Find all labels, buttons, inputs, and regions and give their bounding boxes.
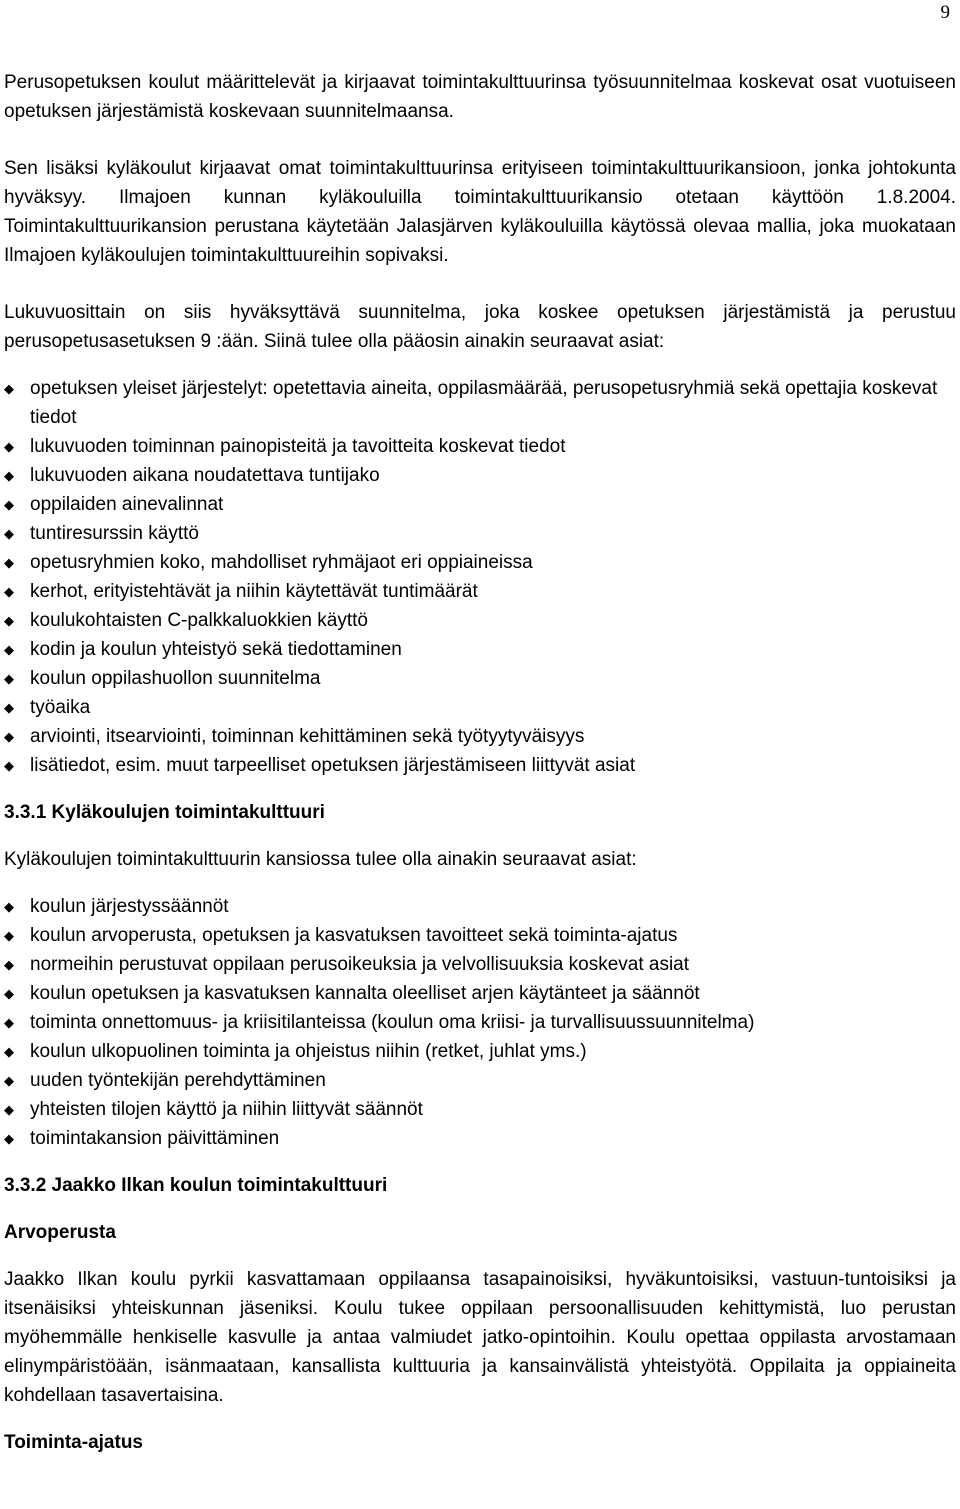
heading-toiminta-ajatus: Toiminta-ajatus [4, 1432, 143, 1453]
diamond-bullet-icon: ◆ [4, 957, 14, 972]
diamond-bullet-icon: ◆ [4, 1015, 14, 1030]
list-item-text: koulun opetuksen ja kasvatuksen kannalta oleelliset arjen käytänteet ja säännöt [30, 983, 700, 1004]
diamond-bullet-icon: ◆ [4, 1073, 14, 1088]
diamond-bullet-icon: ◆ [4, 555, 14, 570]
list-item [4, 751, 956, 780]
diamond-bullet-icon: ◆ [4, 1102, 14, 1117]
paragraph-lukuvuosittain: Lukuvuosittain on siis hyväksyttävä suunnitelma, joka koskee opetuksen järjestämistä ja perustuu perusopetusasetuksen 9 :ään. Siinä tulee olla pääosin ainakin seuraavat asiat: [4, 302, 956, 352]
diamond-bullet-icon: ◆ [4, 1131, 14, 1146]
diamond-bullet-icon: ◆ [4, 439, 14, 454]
diamond-bullet-icon: ◆ [4, 758, 14, 773]
list-item [4, 577, 956, 606]
list-item [4, 979, 956, 1008]
list-item [4, 693, 956, 722]
list-item-text: lukuvuoden toiminnan painopisteitä ja tavoitteita koskevat tiedot [30, 436, 566, 457]
plan-requirements-list [4, 374, 956, 780]
list-item [4, 664, 956, 693]
list-item-text: kerhot, erityistehtävät ja niihin käytettävät tuntimäärät [30, 581, 478, 602]
diamond-bullet-icon: ◆ [4, 729, 14, 744]
list-item [4, 1037, 956, 1066]
paragraph-kansio: Kyläkoulujen toimintakulttuurin kansiossa tulee olla ainakin seuraavat asiat: [4, 849, 637, 870]
list-item-text: lukuvuoden aikana noudatettava tuntijako [30, 465, 380, 486]
list-item [4, 432, 956, 461]
diamond-bullet-icon: ◆ [4, 642, 14, 657]
list-item-text: normeihin perustuvat oppilaan perusoikeuksia ja velvollisuuksia koskevat asiat [30, 954, 690, 975]
diamond-bullet-icon: ◆ [4, 613, 14, 628]
list-item [4, 635, 956, 664]
paragraph-arvoperusta: Jaakko Ilkan koulu pyrkii kasvattamaan oppilaansa tasapainoisiksi, hyväkuntoisiksi, vastuun-tuntoisiksi ja itsenäisiksi yhteiskunnan jäseniksi. Koulu tukee oppilaan persoonallisuuden kehittymistä, luo perustan myöhemmälle henkiselle kasvulle ja antaa valmiudet jatko-opintoihin. Koulu opettaa oppilasta arvostamaan elinympäristöään, isänmaataan, kansallista kulttuuria ja kansainvälistä yhteistyötä. Oppilaita ja oppiaineita kohdellaan tasavertaisina. [4, 1269, 956, 1406]
list-item-text: arviointi, itsearviointi, toiminnan kehittäminen sekä työtyytyväisyys [30, 726, 585, 747]
list-item [4, 374, 956, 432]
list-item-text: toimintakansion päivittäminen [30, 1128, 280, 1149]
diamond-bullet-icon: ◆ [4, 468, 14, 483]
list-item [4, 722, 956, 751]
list-item-text: opetuksen yleiset järjestelyt: opetettavia aineita, oppilasmäärää, perusopetusryhmiä sekä opettajia koskevat tiedot [30, 378, 938, 428]
list-item [4, 921, 956, 950]
list-item [4, 548, 956, 577]
document-body [4, 68, 956, 1457]
diamond-bullet-icon: ◆ [4, 497, 14, 512]
list-item-text: yhteisten tilojen käyttö ja niihin liittyvät säännöt [30, 1099, 423, 1120]
list-item-text: oppilaiden ainevalinnat [30, 494, 224, 515]
list-item-text: koulun arvoperusta, opetuksen ja kasvatuksen tavoitteet sekä toiminta-ajatus [30, 925, 678, 946]
diamond-bullet-icon: ◆ [4, 381, 14, 396]
list-item-text: koulun järjestyssäännöt [30, 896, 229, 917]
list-item [4, 1124, 956, 1153]
list-item-text: lisätiedot, esim. muut tarpeelliset opetuksen järjestämiseen liittyvät asiat [30, 755, 636, 776]
list-item [4, 461, 956, 490]
diamond-bullet-icon: ◆ [4, 928, 14, 943]
paragraph-intro: Perusopetuksen koulut määrittelevät ja kirjaavat toimintakulttuurinsa työsuunnitelmaa koskevat osat vuotuiseen opetuksen järjestämistä koskevaan suunnitelmaansa. [4, 72, 956, 122]
list-item-text: tuntiresurssin käyttö [30, 523, 199, 544]
heading-arvoperusta: Arvoperusta [4, 1222, 116, 1243]
list-item [4, 519, 956, 548]
diamond-bullet-icon: ◆ [4, 1044, 14, 1059]
list-item [4, 1066, 956, 1095]
diamond-bullet-icon: ◆ [4, 526, 14, 541]
heading-3-3-1: 3.3.1 Kyläkoulujen toimintakulttuuri [4, 802, 325, 823]
list-item [4, 950, 956, 979]
diamond-bullet-icon: ◆ [4, 986, 14, 1001]
paragraph-kylakoulut: Sen lisäksi kyläkoulut kirjaavat omat toimintakulttuurinsa erityiseen toimintakulttuurikansioon, jonka johtokunta hyväksyy. Ilmajoen kunnan kyläkouluilla toimintakulttuurikansio otetaan käyttöön 1.8.2004. Toimintakulttuurikansion perustana käytetään Jalasjärven kyläkouluilla käytössä olevaa mallia, joka muokataan Ilmajoen kyläkoulujen toimintakulttuureihin sopivaksi. [4, 158, 956, 266]
diamond-bullet-icon: ◆ [4, 899, 14, 914]
heading-3-3-2: 3.3.2 Jaakko Ilkan koulun toimintakulttuuri [4, 1175, 388, 1196]
folder-contents-list [4, 892, 956, 1153]
list-item-text: toiminta onnettomuus- ja kriisitilanteissa (koulun oma kriisi- ja turvallisuussuunnitelma) [30, 1012, 755, 1033]
diamond-bullet-icon: ◆ [4, 671, 14, 686]
list-item-text: koulun ulkopuolinen toiminta ja ohjeistus niihin (retket, juhlat yms.) [30, 1041, 587, 1062]
list-item-text: uuden työntekijän perehdyttäminen [30, 1070, 326, 1091]
list-item [4, 892, 956, 921]
list-item-text: koulukohtaisten C-palkkaluokkien käyttö [30, 610, 368, 631]
page-number: 9 [940, 2, 950, 23]
list-item-text: koulun oppilashuollon suunnitelma [30, 668, 321, 689]
list-item [4, 490, 956, 519]
list-item [4, 1008, 956, 1037]
list-item-text: opetusryhmien koko, mahdolliset ryhmäjaot eri oppiaineissa [30, 552, 533, 573]
list-item [4, 1095, 956, 1124]
diamond-bullet-icon: ◆ [4, 700, 14, 715]
list-item-text: kodin ja koulun yhteistyö sekä tiedottaminen [30, 639, 402, 660]
list-item-text: työaika [30, 697, 91, 718]
diamond-bullet-icon: ◆ [4, 584, 14, 599]
list-item [4, 606, 956, 635]
